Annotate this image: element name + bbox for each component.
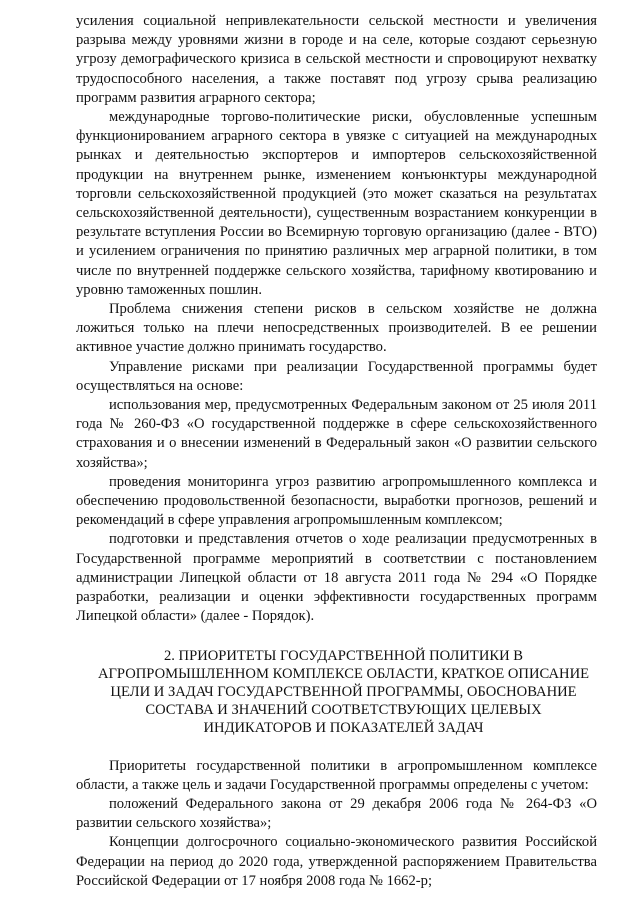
paragraph: Концепции долгосрочного социально-экономического развития Российской Федерации на период до 2020 года, утвержденной распоряжением Правительства Российской Федерации от 17 ноября 2008 года № 1662-р;: [76, 834, 597, 889]
paragraph: Управление рисками при реализации Государственной программы будет осуществляться на основе:: [76, 358, 597, 394]
paragraph: Приоритеты государственной политики в агропромышленном комплексе области, а также цель и задачи Государственной программы определены с учетом:: [76, 757, 597, 793]
paragraph: Проблема снижения степени рисков в сельском хозяйстве не должна ложиться только на плечи непосредственных производителей. В ее решении активное участие должно принимать государство.: [76, 301, 597, 356]
paragraph: положений Федерального закона от 29 декабря 2006 года № 264-ФЗ «О развитии сельского хозяйства»;: [76, 795, 597, 832]
paragraph: проведения мониторинга угроз развитию агропромышленного комплекса и обеспечению продовольственной безопасности, выработки прогнозов, решений и рекомендаций в сфере управления агропромышленным комплексом;: [76, 473, 597, 529]
paragraph: подготовки и представления отчетов о ходе реализации предусмотренных в Государственной программе мероприятий в соответствии с постановлением администрации Липецкой области от 18 августа 2011 года № 294 «О Порядке разработки, реализации и оценки эффективности государственных программ Липецкой области» (далее - Порядок).: [76, 531, 597, 625]
paragraph: использования мер, предусмотренных Федеральным законом от 25 июля 2011 года № 260-ФЗ «О государственной поддержке в сфере сельскохозяйственного страхования и о внесении изменений в Федеральный закон «О развитии сельского хозяйства»;: [76, 397, 597, 471]
paragraph: международные торгово-политические риски, обусловленные успешным функционированием аграрного сектора в увязке с ситуацией на международных рынках и деятельностью экспортеров и импортеров сельскохозяйственной продукции на внутреннем рынке, изменением конъюнктуры международной торговли сельскохозяйственной продукцией (это может сказаться на результатах сельскохозяйственной деятельности), существенным возрастанием конкуренции в результате вступления России во Всемирную торговую организацию (далее - ВТО) и усилением ограничения по принятию различных мер аграрной политики, в том числе по внутренней поддержке сельского хозяйства, тарифному квотированию и уровню таможенных пошлин.: [76, 109, 597, 298]
section-after: [76, 757, 597, 891]
section-heading: 2. ПРИОРИТЕТЫ ГОСУДАРСТВЕННОЙ ПОЛИТИКИ В АГРОПРОМЫШЛЕННОМ КОМПЛЕКСЕ ОБЛАСТИ, КРАТКОЕ ОПИСАНИЕ ЦЕЛИ И ЗАДАЧ ГОСУДАРСТВЕННОЙ ПРОГРАММЫ, ОБОСНОВАНИЕ СОСТАВА И ЗНАЧЕНИЙ СООТВЕТСТВУЮЩИХ ЦЕЛЕВЫХ ИНДИКАТОРОВ И ПОКАЗАТЕЛЕЙ ЗАДАЧ: [97, 647, 590, 736]
paragraph: усиления социальной непривлекательности сельской местности и увеличения разрыва между уровнями жизни в городе и на селе, которые создают серьезную угрозу демографического кризиса в сельской местности и спровоцируют нехватку трудоспособного населения, а также поставят под угрозу срыва реализацию программ развития аграрного сектора;: [76, 13, 597, 106]
section-before: [76, 12, 597, 627]
